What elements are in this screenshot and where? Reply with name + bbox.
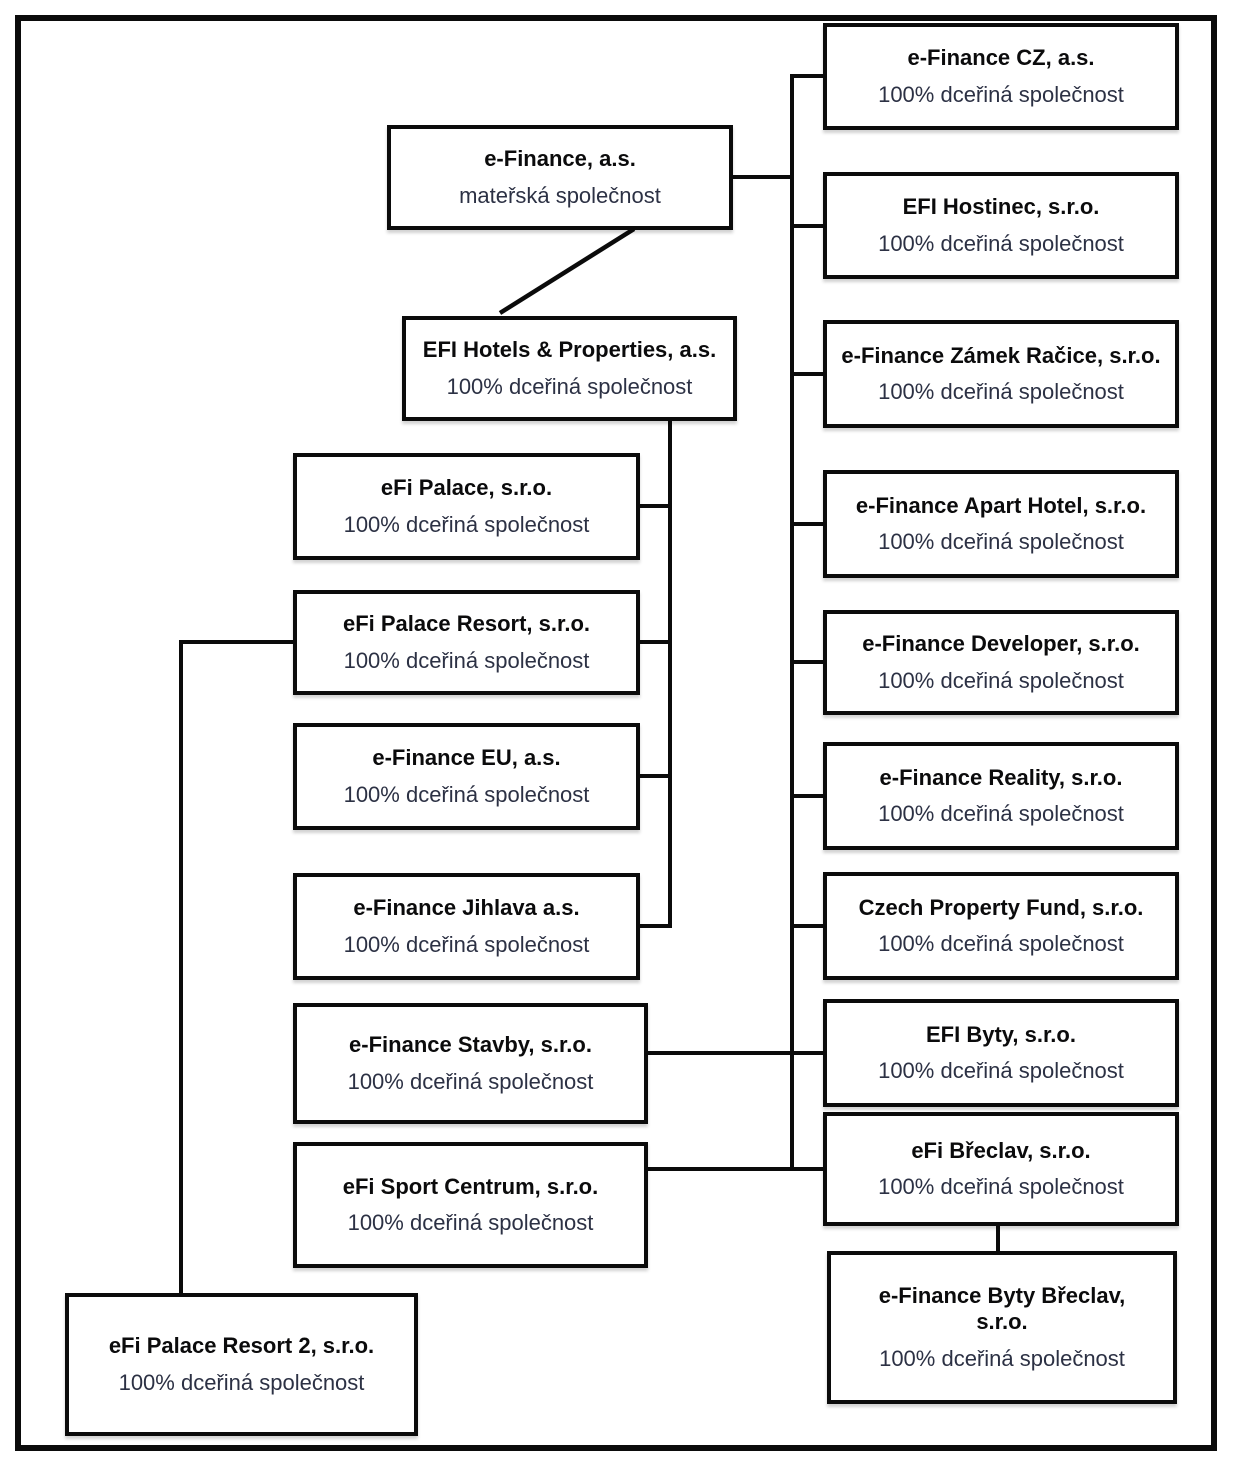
company-name: eFi Palace Resort, s.r.o. xyxy=(342,611,590,637)
org-node-czech-property-fund xyxy=(823,872,1179,980)
org-node-e-finance-reality xyxy=(823,742,1179,850)
company-role: 100% dceřiná společnost xyxy=(878,801,1124,826)
company-name: Czech Property Fund, s.r.o. xyxy=(858,894,1144,920)
org-node-efi-palace-resort xyxy=(293,590,640,695)
company-name: e-Finance CZ, a.s. xyxy=(907,45,1095,71)
org-node-efi-byty xyxy=(823,999,1179,1107)
company-role: 100% dceřiná společnost xyxy=(446,373,693,399)
company-role: 100% dceřiná společnost xyxy=(878,379,1124,404)
org-node-efi-palace-resort-2 xyxy=(65,1293,418,1436)
company-role: 100% dceřiná společnost xyxy=(118,1369,365,1395)
company-name: e-Finance Reality, s.r.o. xyxy=(879,764,1123,790)
company-name: eFi Palace Resort 2, s.r.o. xyxy=(108,1333,375,1359)
company-name: eFi Břeclav, s.r.o. xyxy=(911,1137,1091,1163)
company-role: 100% dceřiná společnost xyxy=(878,667,1124,693)
company-name: e-Finance EU, a.s. xyxy=(372,745,561,771)
company-role: 100% dceřiná společnost xyxy=(343,931,590,957)
org-node-e-finance-eu xyxy=(293,723,640,830)
company-name: EFI Hotels & Properties, a.s. xyxy=(422,337,717,363)
company-role: 100% dceřiná společnost xyxy=(347,1210,594,1235)
company-role: 100% dceřiná společnost xyxy=(878,529,1124,554)
company-role: 100% dceřiná společnost xyxy=(343,781,590,807)
company-role: 100% dceřiná společnost xyxy=(878,1174,1124,1199)
company-name: e-Finance Jihlava a.s. xyxy=(353,895,580,921)
org-node-efi-palace xyxy=(293,453,640,560)
company-name: e-Finance Byty Břeclav, s.r.o. xyxy=(878,1282,1126,1335)
company-role: 100% dceřiná společnost xyxy=(878,931,1124,956)
org-node-efi-sport-centrum xyxy=(293,1142,648,1268)
company-name: e-Finance Zámek Račice, s.r.o. xyxy=(841,342,1161,368)
company-name: EFI Hostinec, s.r.o. xyxy=(902,194,1100,220)
org-node-e-finance-stavby xyxy=(293,1003,648,1124)
company-role: 100% dceřiná společnost xyxy=(878,1058,1124,1083)
org-node-e-finance-jihlava xyxy=(293,873,640,980)
company-name: e-Finance Developer, s.r.o. xyxy=(862,631,1140,657)
org-node-e-finance-cz xyxy=(823,23,1179,130)
org-node-e-finance-parent xyxy=(387,125,733,230)
company-name: e-Finance, a.s. xyxy=(484,146,636,172)
company-role: 100% dceřiná společnost xyxy=(878,81,1124,107)
org-node-e-finance-byty-breclav xyxy=(827,1251,1177,1404)
company-name: eFi Sport Centrum, s.r.o. xyxy=(342,1173,599,1199)
company-name: e-Finance Apart Hotel, s.r.o. xyxy=(855,492,1147,518)
company-name: eFi Palace, s.r.o. xyxy=(380,475,553,501)
company-name: e-Finance Stavby, s.r.o. xyxy=(349,1032,592,1058)
org-node-e-finance-apart-hotel xyxy=(823,470,1179,578)
company-role: 100% dceřiná společnost xyxy=(343,647,590,673)
company-role: mateřská společnost xyxy=(459,182,661,208)
org-node-e-finance-developer xyxy=(823,610,1179,715)
org-node-efi-hostinec xyxy=(823,172,1179,279)
company-role: 100% dceřiná společnost xyxy=(878,230,1124,256)
org-node-e-finance-zamek-racice xyxy=(823,320,1179,428)
company-role: 100% dceřiná společnost xyxy=(343,511,590,537)
org-node-efi-hotels-properties xyxy=(402,316,737,421)
company-role: 100% dceřiná společnost xyxy=(347,1068,594,1094)
company-name: EFI Byty, s.r.o. xyxy=(926,1021,1076,1047)
org-node-efi-breclav xyxy=(823,1112,1179,1226)
company-role: 100% dceřiná společnost xyxy=(879,1345,1125,1371)
